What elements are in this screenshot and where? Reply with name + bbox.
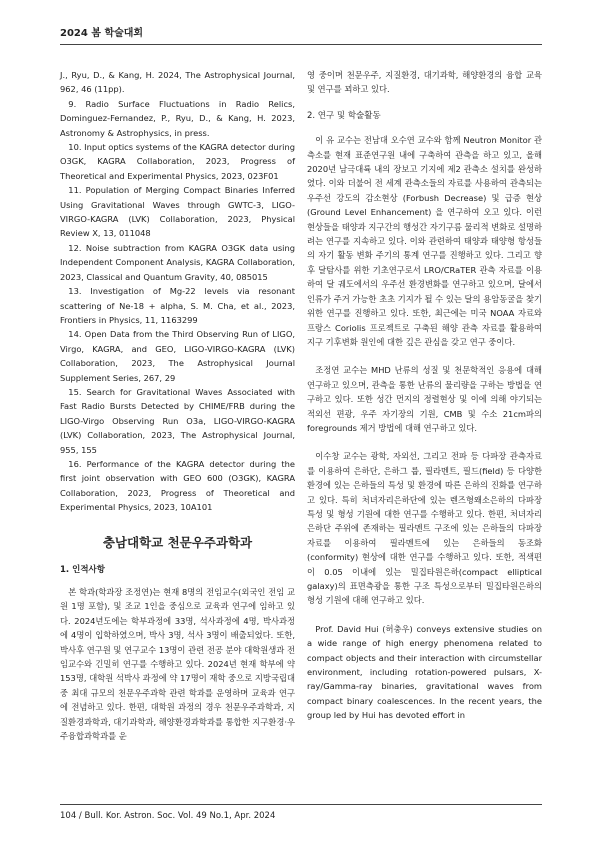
reference-continued: J., Ryu, D., & Kang, H. 2024, The Astrophysical Journal, 962, 46 (11pp). [60, 70, 295, 95]
reference-item: 10. Input optics systems of the KAGRA detector during O3GK, KAGRA Collaboration, 2023, Progress of Theoretical and Experimental Physics, 2023, 023F01 [60, 142, 295, 181]
reference-item: 13. Investigation of Mg-22 levels via resonant scattering of Ne-18 + alpha, S. M. Cha, et al., 2023, Frontiers in Physics, 11, 1163299 [60, 286, 295, 325]
page-header [60, 20, 542, 45]
reference-item: 14. Open Data from the Third Observing Run of LIGO, Virgo, KAGRA, and GEO, LIGO-VIRGO-KAGRA (LVK) Collaboration, 2023, The Astrophysical Journal Supplement Series, 267, 29 [60, 329, 295, 383]
section-title: 충남대학교 천문우주과학과 [102, 534, 253, 550]
research-paragraph-3: 이수창 교수는 광학, 자외선, 그리고 전파 등 다파장 관측자료를 이용하여 은하단, 은하그 룹, 필라멘트, 필드(field) 등 다양한 환경에 있는 은하들의 특성 및 환경에 따른 은하의 진화를 연구하고 있다. 특히 처녀자리은하단에 있는 렌즈형왜소은하의 다파장 특성 및 형성 기원에 대한 연구를 수행하고 있다. 한편, 처녀자리 은하단 주위에 존재하는 필라멘트 구조에 있는 은하들의 다파장 자료를 이용하여 필라멘트에 있는 은하들의 동조화 (conformity) 현상에 대한 연구를 수행하고 있다. 또한, 적색편이 0.05 이내에 있는 밀집타원은하(compact elliptical galaxy)의 표면측광을 통한 구조 특성으로부터 밀집타원은하의 형성 기원에 대해 연구하고 있다. [307, 451, 542, 606]
running-header-title: 2024 봄 학술대회 [60, 28, 144, 39]
research-paragraph-2: 조정연 교수는 MHD 난류의 성질 및 천문학적인 응용에 대해 연구하고 있으며, 관측을 통한 난류의 물리량을 구하는 방법을 연구하고 있다. 또한 성간 먼지의 정렬현상 및 이에 의해 야기되는 적외선 편광, 우주 자기장의 기원, CMB 및 수소 21cm파의 foregrounds 제거 방법에 대해 연구하고 있다. [307, 365, 542, 433]
right-column [307, 68, 542, 723]
left-column [60, 68, 295, 743]
subsection-heading-research: 2. 연구 및 학술활동 [307, 110, 381, 121]
continued-paragraph: 영 중이며 천문우주, 지질환경, 대기과학, 해양환경의 융합 교육 및 연구를 꾀하고 있다. [307, 70, 542, 95]
research-paragraph-1: 이 유 교수는 전남대 오수연 교수와 함께 Neutron Monitor 관측소를 현재 표준연구원 내에 구축하여 관측을 하고 있고, 올해 2020년 남극대륙 내의 장보고 기지에 제2 관측소 설치를 완성하였다. 이와 더불어 전 세계 관측소들의 자료를 사용하여 관측되는 우주선 강도의 감소현상 (Forbush Decrease) 및 급증 현상 (Ground Level Enhancement) 을 연구하여 오고 있다. 이런 현상들을 태양과 지구간의 행성간 자기구름 물리적 변화로 설명하려는 연구를 지속하고 있다. 이와 관련하여 태양과 태양형 항성들의 자기 활동 변화 주기의 통계 연구를 진행하고 있다. 그리고 향후 달탐사를 위한 기초연구로서 LRO/CRaTER 관측 자료를 이용하여 달 궤도에서의 우주선 환경변화를 연구하고 있으며, 달에서 인류가 주거 가능한 초초 기지가 될 수 있는 달의 용암동굴을 찾기 위한 연구를 진행하고 있다. 또한, 최근에는 미국 NOAA 자료와 프랑스 Coriolis 프로젝트로 구축된 해양 관측 자료를 활용하여 지구 기후변화 원인에 대한 깊은 관심을 갖고 연구 중이다. [307, 135, 542, 347]
reference-item: 11. Population of Merging Compact Binaries Inferred Using Gravitational Waves through GWTC-3, LIGO-VIRGO-KAGRA (LVK) Collaboration, 2023, Physical Review X, 13, 011048 [60, 185, 295, 239]
research-paragraph-4: Prof. David Hui (허충우) conveys extensive studies on a wide range of high energy phenomena related to compact objects and their interaction with circumstellar environment, including rotation-powered pulsars, X-ray/Gamma-ray binaries, gravitational waves from compact binary coalescences. In the recent years, the group led by Hui has devoted effort in [307, 623, 542, 721]
reference-item: 16. Performance of the KAGRA detector during the first joint observation with GEO 600 (O3GK), KAGRA Collaboration, 2023, Progress of Theoretical and Experimental Physics, 2023, 10A101 [60, 458, 295, 513]
subsection-heading-personnel: 1. 인적사항 [60, 564, 105, 575]
page-footer [60, 804, 542, 821]
reference-item: 9. Radio Surface Fluctuations in Radio Relics, Dominguez-Fernandez, P., Ryu, D., & Kang, H. 2023, Astronomy & Astrophysics, in press. [60, 98, 295, 138]
reference-item: 15. Search for Gravitational Waves Associated with Fast Radio Bursts Detected by CHIME/FRB during the LIGO-Virgo Observing Run O3a, LIGO-VIRGO-KAGRA (LVK) Collaboration, 2023, The Astrophysical Journal, 955, 155 [60, 386, 295, 455]
reference-item: 12. Noise subtraction from KAGRA O3GK data using Independent Component Analysis, KAGRA Collaboration, 2023, Classical and Quantum Gravity, 40, 085015 [60, 242, 295, 282]
footer-citation: 104 / Bull. Kor. Astron. Soc. Vol. 49 No.1, Apr. 2024 [60, 811, 276, 821]
personnel-paragraph: 본 학과(학과장 조정연)는 현재 8명의 전임교수(외국인 전임 교원 1명 포함), 및 조교 1인을 중심으로 교육과 연구에 임하고 있다. 2024년도에는 학부과정에 33명, 석사과정에 4명, 박사과정에 4명이 입학하였으며, 박사 3명, 석사 3명이 배출되었다. 또한, 박사후 연구원 및 연구교수 13명이 관련 전공 분야 대학원생과 전임교수와 긴밀히 연구를 수행하고 있다. 2024년 현재 학부에 약 153명, 대학원 석박사 과정에 약 17명이 재학 중으로 지방국립대 중 최대 규모의 천문우주과학 관련 학과를 운영하며 교육과 연구에 전념하고 있다. 한편, 대학원 과정의 경우 천문우주과학과, 지질환경과학과, 대기과학과, 해양환경과학과를 통합한 지구환경·우주융합과학과를 운 [60, 587, 295, 742]
